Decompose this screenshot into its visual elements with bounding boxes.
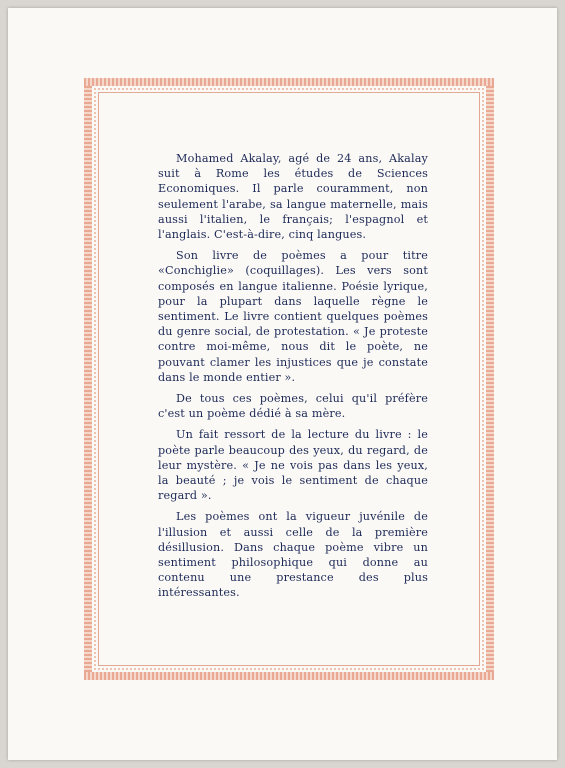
paragraph-3: De tous ces poèmes, celui qu'il préfère c'est un poème dédié à sa mère. (158, 392, 428, 421)
paragraph-2: Son livre de poèmes a pour titre «Conchiglie» (coquillages). Les vers sont composés en langue italienne. Poésie lyrique, pour la plupart dans laquelle règne le sentiment. Le livre contient quelques poèmes du genre social, de protestation. « Je proteste contre moi-même, nous dit le poète, ne pouvant clamer les injustices que je constate dans le monde entier ». (158, 249, 428, 384)
paragraph-4: Un fait ressort de la lecture du livre : le poète parle beaucoup des yeux, du regard, de leur mystère. « Je ne vois pas dans les yeux, la beauté ; je vois le sentiment de chaque regard ». (158, 428, 428, 503)
document-body (158, 151, 428, 607)
paragraph-5: Les poèmes ont la vigueur juvénile de l'illusion et aussi celle de la première désillusion. Dans chaque poème vibre un sentiment philosophique qui donne au contenu une prestance des plus intéressantes. (158, 510, 428, 600)
paragraph-1: Mohamed Akalay, agé de 24 ans, Akalay suit à Rome les études de Sciences Economiques. Il parle couramment, non seulement l'arabe, sa langue maternelle, mais aussi l'italien, le français; l'espagnol et l'anglais. C'est-à-dire, cinq langues. (158, 152, 428, 242)
